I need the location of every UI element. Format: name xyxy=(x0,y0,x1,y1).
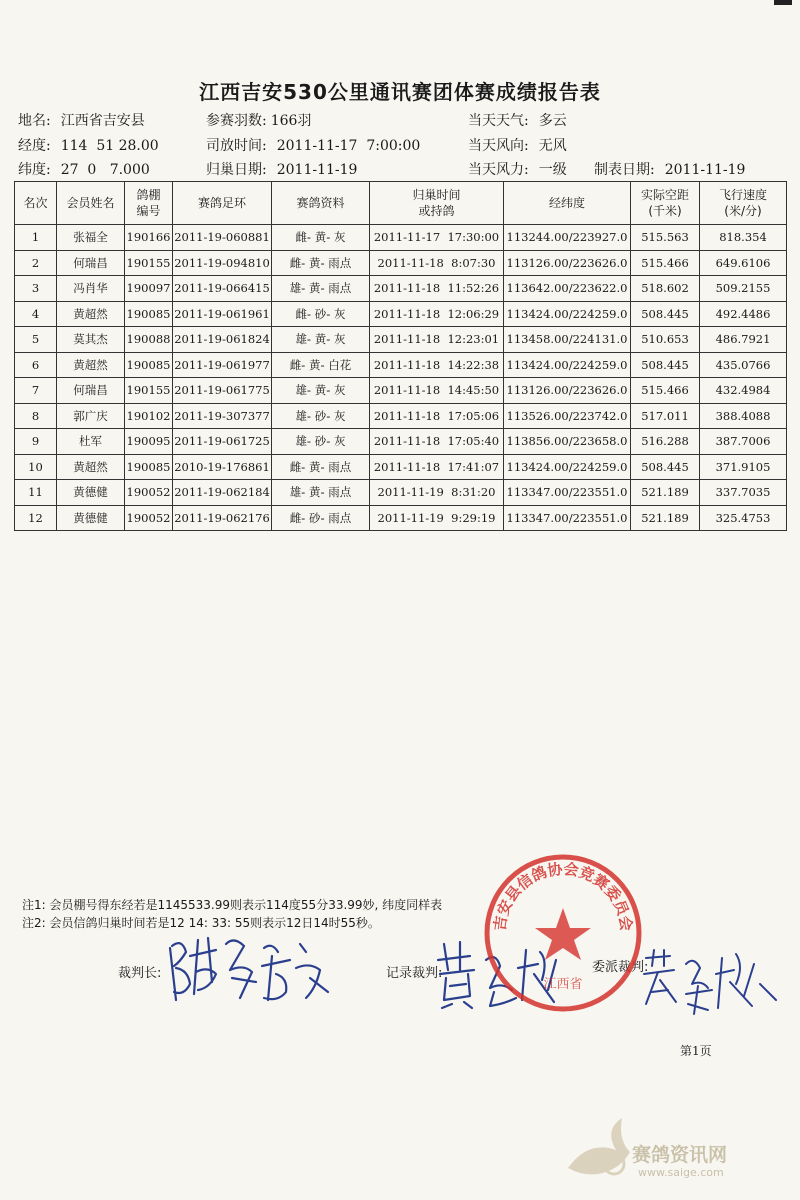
cell-speed: 486.7921 xyxy=(700,327,787,353)
cell-ring-number: 2011-19-061961 xyxy=(173,301,272,327)
cell-member-name: 黄德健 xyxy=(57,505,125,531)
header-coordinates: 经纬度 xyxy=(504,182,631,225)
cell-pigeon-info: 雄- 黄- 灰 xyxy=(272,327,370,353)
count-info xyxy=(206,110,311,130)
page-title: 江西吉安530公里通讯赛团体赛成绩报告表 xyxy=(199,80,601,104)
cell-member-name: 郭广庆 xyxy=(57,403,125,429)
cell-distance: 518.602 xyxy=(631,276,700,302)
cell-pigeon-info: 雌- 黄- 白花 xyxy=(272,352,370,378)
cell-coordinates: 113424.00/224259.0 xyxy=(504,352,631,378)
cell-rank: 9 xyxy=(15,429,57,455)
longitude-value: 114 51 28.00 xyxy=(60,138,159,154)
cell-speed: 435.0766 xyxy=(700,352,787,378)
cell-ring-number: 2011-19-094810 xyxy=(173,250,272,276)
release-info xyxy=(206,135,420,155)
latitude-value: 27 0 7.000 xyxy=(60,162,150,178)
cell-speed: 387.7006 xyxy=(700,429,787,455)
location-value: 江西省吉安县 xyxy=(60,113,145,129)
table-row xyxy=(15,327,787,353)
cell-speed: 388.4088 xyxy=(700,403,787,429)
cell-coordinates: 113642.00/223622.0 xyxy=(504,276,631,302)
cell-member-name: 黄超然 xyxy=(57,454,125,480)
release-value: 2011-11-17 7:00:00 xyxy=(276,138,421,154)
cell-distance: 521.189 xyxy=(631,505,700,531)
wind-force-value: 一级 xyxy=(538,162,567,178)
results-body xyxy=(15,225,787,531)
cell-speed: 432.4984 xyxy=(700,378,787,404)
cell-coordinates: 113458.00/224131.0 xyxy=(504,327,631,353)
cell-distance: 510.653 xyxy=(631,327,700,353)
cell-ring-number: 2010-19-176861 xyxy=(173,454,272,480)
wind-direction-info xyxy=(468,135,567,155)
weather-value: 多云 xyxy=(538,113,567,129)
cell-rank: 11 xyxy=(15,480,57,506)
table-row xyxy=(15,352,787,378)
cell-ring-number: 2011-19-061977 xyxy=(173,352,272,378)
cell-member-name: 冯肖华 xyxy=(57,276,125,302)
table-date-value: 2011-11-19 xyxy=(664,162,746,178)
wind-force-info xyxy=(468,159,567,179)
cell-return-time: 2011-11-18 8:07:30 xyxy=(370,250,504,276)
cell-coordinates: 113126.00/223626.0 xyxy=(504,250,631,276)
cell-speed: 649.6106 xyxy=(700,250,787,276)
wind-direction-label: 当天风向: xyxy=(468,138,529,154)
cell-rank: 3 xyxy=(15,276,57,302)
header-speed: 飞行速度 (米/分) xyxy=(700,182,787,225)
cell-ring-number: 2011-19-062176 xyxy=(173,505,272,531)
cell-pigeon-info: 雌- 黄- 灰 xyxy=(272,225,370,251)
cell-coordinates: 113424.00/224259.0 xyxy=(504,454,631,480)
cell-rank: 1 xyxy=(15,225,57,251)
header-ring: 赛鸽足环 xyxy=(173,182,272,225)
cell-member-name: 何瑞昌 xyxy=(57,378,125,404)
table-row xyxy=(15,429,787,455)
cell-distance: 508.445 xyxy=(631,301,700,327)
table-date-info xyxy=(594,159,745,179)
cell-rank: 10 xyxy=(15,454,57,480)
cell-rank: 7 xyxy=(15,378,57,404)
header-loft-number: 鸽棚 编号 xyxy=(125,182,173,225)
cell-ring-number: 2011-19-307377 xyxy=(173,403,272,429)
cell-pigeon-info: 雄- 黄- 灰 xyxy=(272,378,370,404)
seal-star-icon xyxy=(535,908,591,960)
cell-distance: 515.466 xyxy=(631,250,700,276)
cell-member-name: 黄超然 xyxy=(57,352,125,378)
cell-rank: 4 xyxy=(15,301,57,327)
delegate-judge-label: 委派裁判: xyxy=(592,960,649,975)
cell-speed: 509.2155 xyxy=(700,276,787,302)
return-label: 归巢日期: xyxy=(206,162,267,178)
cell-loft-number: 190155 xyxy=(125,378,173,404)
weather-label: 当天天气: xyxy=(468,113,529,129)
cell-coordinates: 113347.00/223551.0 xyxy=(504,480,631,506)
cell-member-name: 何瑞昌 xyxy=(57,250,125,276)
cell-pigeon-info: 雄- 砂- 灰 xyxy=(272,403,370,429)
cell-return-time: 2011-11-19 9:29:19 xyxy=(370,505,504,531)
cell-return-time: 2011-11-18 14:45:50 xyxy=(370,378,504,404)
cell-member-name: 张福全 xyxy=(57,225,125,251)
cell-loft-number: 190052 xyxy=(125,480,173,506)
cell-speed: 492.4486 xyxy=(700,301,787,327)
cell-loft-number: 190052 xyxy=(125,505,173,531)
delegate-judge-signature xyxy=(636,944,786,1018)
table-row xyxy=(15,225,787,251)
cell-speed: 371.9105 xyxy=(700,454,787,480)
cell-coordinates: 113424.00/224259.0 xyxy=(504,301,631,327)
longitude-info xyxy=(18,135,159,155)
cell-speed: 818.354 xyxy=(700,225,787,251)
latitude-label: 纬度: xyxy=(18,162,51,178)
watermark-name: 赛鸽资讯网 xyxy=(632,1144,728,1166)
cell-pigeon-info: 雄- 黄- 雨点 xyxy=(272,480,370,506)
latitude-info xyxy=(18,159,150,179)
table-row xyxy=(15,505,787,531)
cell-return-time: 2011-11-18 14:22:38 xyxy=(370,352,504,378)
wind-direction-value: 无风 xyxy=(538,138,567,154)
corner-mark xyxy=(774,0,792,5)
cell-loft-number: 190097 xyxy=(125,276,173,302)
header-distance: 实际空距 (千米) xyxy=(631,182,700,225)
cell-speed: 325.4753 xyxy=(700,505,787,531)
cell-member-name: 莫其杰 xyxy=(57,327,125,353)
longitude-label: 经度: xyxy=(18,138,51,154)
cell-return-time: 2011-11-18 12:23:01 xyxy=(370,327,504,353)
cell-return-time: 2011-11-18 11:52:26 xyxy=(370,276,504,302)
cell-member-name: 黄超然 xyxy=(57,301,125,327)
cell-distance: 508.445 xyxy=(631,352,700,378)
seal-bottom-text: 江西省 xyxy=(543,977,583,992)
cell-loft-number: 190102 xyxy=(125,403,173,429)
cell-distance: 515.466 xyxy=(631,378,700,404)
cell-rank: 8 xyxy=(15,403,57,429)
cell-return-time: 2011-11-18 12:06:29 xyxy=(370,301,504,327)
cell-distance: 516.288 xyxy=(631,429,700,455)
header-rank: 名次 xyxy=(15,182,57,225)
release-label: 司放时间: xyxy=(206,138,267,154)
recorder-judge-label: 记录裁判: xyxy=(386,966,443,981)
chief-judge-label: 裁判长: xyxy=(118,966,162,981)
cell-coordinates: 113526.00/223742.0 xyxy=(504,403,631,429)
cell-pigeon-info: 雌- 砂- 灰 xyxy=(272,301,370,327)
table-row xyxy=(15,276,787,302)
cell-pigeon-info: 雄- 黄- 雨点 xyxy=(272,276,370,302)
watermark-url: www.saige.com xyxy=(638,1166,724,1179)
chief-judge-signature xyxy=(160,918,340,1008)
table-row xyxy=(15,480,787,506)
cell-return-time: 2011-11-19 8:31:20 xyxy=(370,480,504,506)
cell-ring-number: 2011-19-060881 xyxy=(173,225,272,251)
cell-distance: 521.189 xyxy=(631,480,700,506)
cell-ring-number: 2011-19-066415 xyxy=(173,276,272,302)
table-row xyxy=(15,378,787,404)
cell-loft-number: 190085 xyxy=(125,352,173,378)
cell-pigeon-info: 雌- 黄- 雨点 xyxy=(272,454,370,480)
table-row xyxy=(15,454,787,480)
cell-ring-number: 2011-19-061775 xyxy=(173,378,272,404)
cell-coordinates: 113244.00/223927.0 xyxy=(504,225,631,251)
cell-return-time: 2011-11-18 17:05:06 xyxy=(370,403,504,429)
cell-coordinates: 113856.00/223658.0 xyxy=(504,429,631,455)
cell-rank: 6 xyxy=(15,352,57,378)
results-table xyxy=(14,181,787,531)
cell-rank: 12 xyxy=(15,505,57,531)
cell-loft-number: 190088 xyxy=(125,327,173,353)
header-pigeon-info: 赛鸽资料 xyxy=(272,182,370,225)
cell-loft-number: 190095 xyxy=(125,429,173,455)
cell-pigeon-info: 雌- 黄- 雨点 xyxy=(272,250,370,276)
official-seal xyxy=(478,848,648,1018)
cell-loft-number: 190155 xyxy=(125,250,173,276)
cell-loft-number: 190166 xyxy=(125,225,173,251)
table-row xyxy=(15,403,787,429)
cell-loft-number: 190085 xyxy=(125,301,173,327)
count-label: 参赛羽数: xyxy=(206,113,267,129)
cell-coordinates: 113126.00/223626.0 xyxy=(504,378,631,404)
cell-coordinates: 113347.00/223551.0 xyxy=(504,505,631,531)
cell-rank: 5 xyxy=(15,327,57,353)
cell-return-time: 2011-11-18 17:05:40 xyxy=(370,429,504,455)
cell-return-time: 2011-11-17 17:30:00 xyxy=(370,225,504,251)
wind-force-label: 当天风力: xyxy=(468,162,529,178)
cell-loft-number: 190085 xyxy=(125,454,173,480)
note-1: 注1: 会员棚号得东经若是1145533.99则表示114度55分33.99妙, 纬度同样表 xyxy=(22,898,443,912)
return-value: 2011-11-19 xyxy=(276,162,358,178)
header-return-time: 归巢时间 或持鸽 xyxy=(370,182,504,225)
location-label: 地名: xyxy=(18,113,51,129)
seal-top-text: 吉安县信鸽协会竞赛委员会 xyxy=(490,859,636,933)
cell-pigeon-info: 雄- 砂- 灰 xyxy=(272,429,370,455)
cell-ring-number: 2011-19-061725 xyxy=(173,429,272,455)
cell-member-name: 黄德健 xyxy=(57,480,125,506)
cell-return-time: 2011-11-18 17:41:07 xyxy=(370,454,504,480)
note-2: 注2: 会员信鸽归巢时间若是12 14: 33: 55则表示12日14时55秒。 xyxy=(22,916,380,930)
cell-speed: 337.7035 xyxy=(700,480,787,506)
cell-ring-number: 2011-19-062184 xyxy=(173,480,272,506)
page-number: 第1页 xyxy=(680,1044,712,1058)
weather-info xyxy=(468,110,567,130)
location-info xyxy=(18,110,145,130)
cell-member-name: 杜军 xyxy=(57,429,125,455)
return-info xyxy=(206,159,357,179)
cell-ring-number: 2011-19-061824 xyxy=(173,327,272,353)
table-row xyxy=(15,250,787,276)
count-value: 166羽 xyxy=(270,113,312,129)
cell-distance: 517.011 xyxy=(631,403,700,429)
table-row xyxy=(15,301,787,327)
cell-distance: 508.445 xyxy=(631,454,700,480)
header-member-name: 会员姓名 xyxy=(57,182,125,225)
cell-distance: 515.563 xyxy=(631,225,700,251)
table-date-label: 制表日期: xyxy=(594,162,655,178)
table-header-row xyxy=(15,182,787,225)
cell-pigeon-info: 雌- 砂- 雨点 xyxy=(272,505,370,531)
cell-rank: 2 xyxy=(15,250,57,276)
